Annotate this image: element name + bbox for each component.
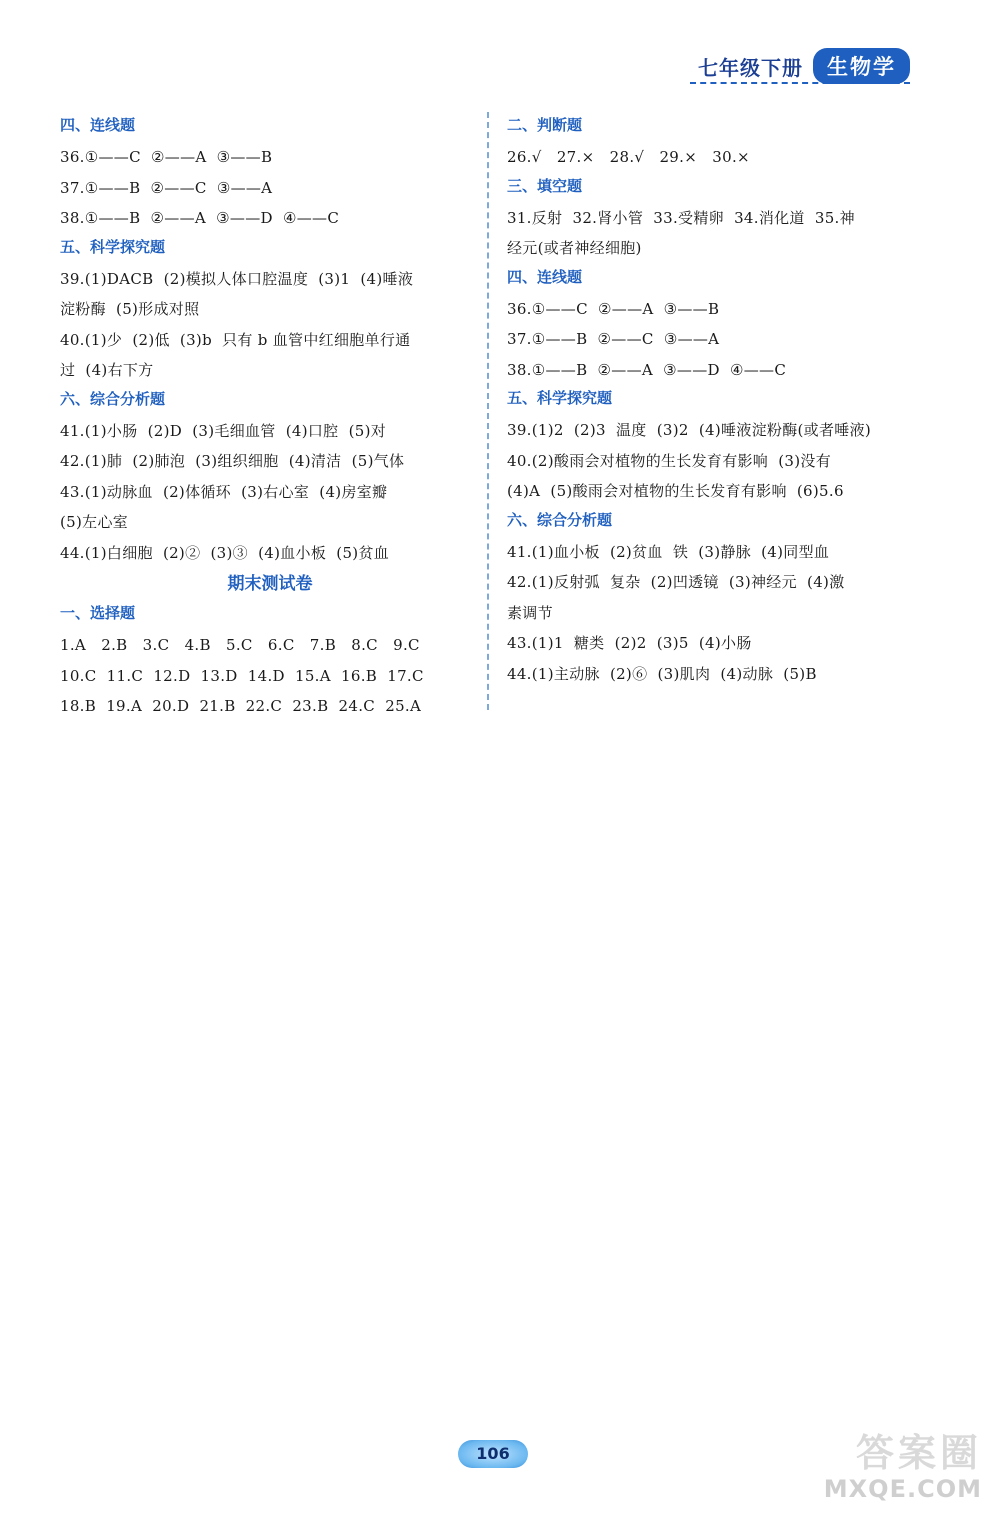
answer-line: 43.(1)动脉血 (2)体循环 (3)右心室 (4)房室瓣 xyxy=(60,482,388,501)
subject-badge: 生物学 xyxy=(813,48,910,84)
answer-line: 42.(1)肺 (2)肺泡 (3)组织细胞 (4)清洁 (5)气体 xyxy=(60,452,405,470)
answer-line: 18.B 19.A 20.D 21.B 22.C 23.B 24.C 25.A xyxy=(60,697,422,715)
answer-line: 43.(1)1 糖类 (2)2 (3)5 (4)小肠 xyxy=(507,634,752,652)
answer-line: 37.①——B ②——C ③——A xyxy=(507,330,720,348)
page-header xyxy=(698,48,910,84)
answer-line: 42.(1)反射弧 复杂 (2)凹透镜 (3)神经元 (4)激 xyxy=(507,573,845,591)
section-heading: 五、科学探究题 xyxy=(60,237,166,256)
answer-line: 39.(1)DACB (2)模拟人体口腔温度 (3)1 (4)唾液 xyxy=(60,269,414,288)
answer-line: 39.(1)2 (2)3 温度 (3)2 (4)唾液淀粉酶(或者唾液) xyxy=(507,421,872,439)
watermark-bottom: MXQE.COM xyxy=(823,1475,982,1503)
grade-label: 七年级下册 xyxy=(698,55,803,80)
right-column xyxy=(507,112,917,689)
answer-line: 41.(1)小肠 (2)D (3)毛细血管 (4)口腔 (5)对 xyxy=(60,421,387,440)
answer-line: 38.①——B ②——A ③——D ④——C xyxy=(507,360,787,379)
left-column xyxy=(60,112,480,722)
answer-line: 44.(1)主动脉 (2)⑥ (3)肌肉 (4)动脉 (5)B xyxy=(507,664,817,683)
exam-title: 期末测试卷 xyxy=(227,574,313,594)
answer-line: 38.①——B ②——A ③——D ④——C xyxy=(60,209,340,227)
site-watermark xyxy=(752,1432,982,1512)
answer-line: (5)左心室 xyxy=(60,513,129,531)
section-heading: 一、选择题 xyxy=(60,604,136,622)
answer-line: 26.√ 27.× 28.√ 29.× 30.× xyxy=(507,148,750,166)
answer-line: 素调节 xyxy=(507,603,553,622)
section-heading: 四、连线题 xyxy=(60,116,136,134)
answer-line: 淀粉酶 (5)形成对照 xyxy=(60,300,200,318)
section-heading: 五、科学探究题 xyxy=(507,389,613,407)
answer-line: 37.①——B ②——C ③——A xyxy=(60,178,273,197)
answer-line: (4)A (5)酸雨会对植物的生长发育有影响 (6)5.6 xyxy=(507,482,844,500)
watermark-top: 答案圈 xyxy=(855,1431,982,1475)
header-rule xyxy=(690,82,910,84)
section-heading: 四、连线题 xyxy=(507,267,583,286)
answer-line: 36.①——C ②——A ③——B xyxy=(60,148,273,166)
answer-line: 44.(1)白细胞 (2)② (3)③ (4)血小板 (5)贫血 xyxy=(60,543,390,562)
answer-line: 1.A 2.B 3.C 4.B 5.C 6.C 7.B 8.C 9.C xyxy=(60,636,420,654)
section-heading: 三、填空题 xyxy=(507,176,583,195)
section-heading: 六、综合分析题 xyxy=(507,510,613,529)
answer-line: 40.(2)酸雨会对植物的生长发育有影响 (3)没有 xyxy=(507,451,831,470)
answer-line: 36.①——C ②——A ③——B xyxy=(507,299,720,318)
section-heading: 六、综合分析题 xyxy=(60,389,166,408)
page-number: 106 xyxy=(458,1440,528,1468)
answer-line: 40.(1)少 (2)低 (3)b 只有 b 血管中红细胞单行通 xyxy=(60,330,411,349)
answer-line: 10.C 11.C 12.D 13.D 14.D 15.A 16.B 17.C xyxy=(60,666,424,685)
answer-line: 41.(1)血小板 (2)贫血 铁 (3)静脉 (4)同型血 xyxy=(507,542,830,561)
answer-line: 经元(或者神经细胞) xyxy=(507,239,642,257)
answer-line: 过 (4)右下方 xyxy=(60,361,154,379)
section-heading: 二、判断题 xyxy=(507,116,583,134)
answer-line: 31.反射 32.肾小管 33.受精卵 34.消化道 35.神 xyxy=(507,208,855,227)
column-divider xyxy=(487,112,489,710)
